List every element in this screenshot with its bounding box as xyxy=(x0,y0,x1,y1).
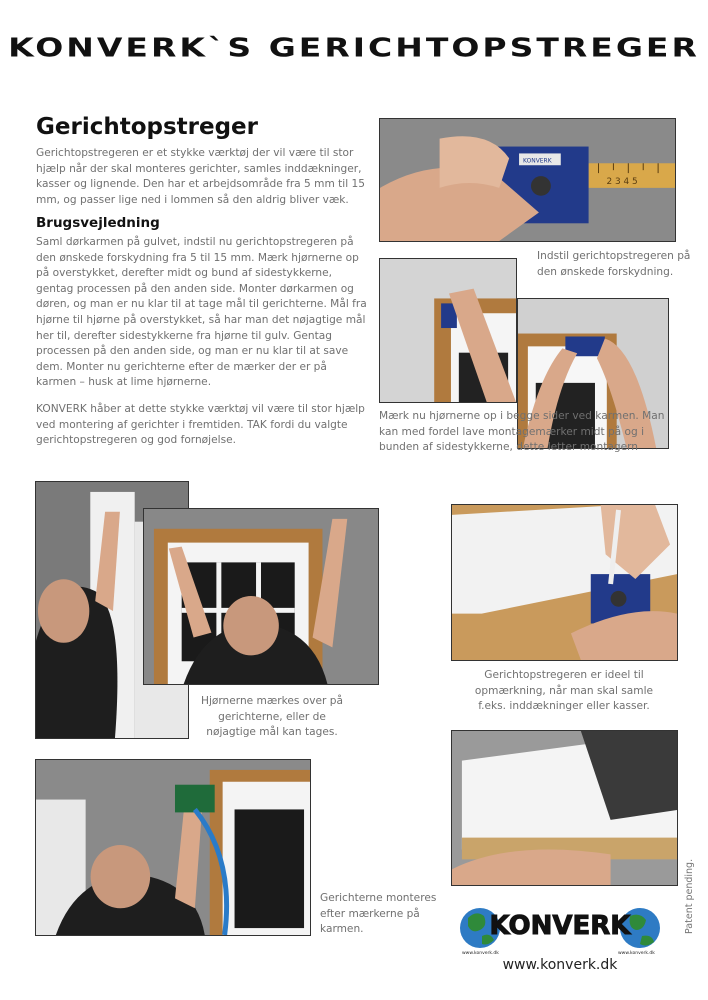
photo-nail-gun xyxy=(35,759,311,936)
photo-tool-ruler xyxy=(379,118,676,242)
caption-mounted: Gerichterne monteres efter mærkerne på karmen. xyxy=(320,892,437,936)
tool-badge-label: KONVERK xyxy=(523,157,552,165)
ruler-numbers: 2 3 4 5 xyxy=(606,176,638,187)
guide-heading: Brugsvejledning xyxy=(36,215,160,231)
closing-text: KONVERK håber at dette stykke værktøj vil være til stor hjælp ved montering af gerichter i fremtiden. TAK fordi du valgte gerichtopstregeren og god fornøjelse. xyxy=(36,403,365,447)
guide-text: Saml dørkarmen på gulvet, indstil nu gerichtopstregeren på den ønskede forskydning fra 5 til 15 mm. Mærk hjørnerne op på overstykket, derefter midt og bund af sidestykkerne, gentag processen på den anden side. Monter dørkarmen og døren, og man er nu klar til at tage mål til gerichterne. Mål fra hjørne til hjørne på overstykket, så har man det nøjagtige mål her til, derefter sidestykkerne fra hjørne til gulv. Gentag processen på den anden side, og man er nu klar til at save dem. Monter nu gerichterne efter de mærker der er på karmen – husk at lime hjørnerne. xyxy=(36,236,367,389)
caption-mark-over: Hjørnerne mærkes over på gerichterne, eller de nøjagtige mål kan tages. xyxy=(200,695,343,739)
intro-text: Gerichtopstregeren er et stykke værktøj der vil være til stor hjælp når der skal monteres gerichter, samles inddækninger, kasser og lignende. Den har et arbejdsområde fra 5 mm til 15 mm, og passer lige ned i lommen så den aldrig bliver væk. xyxy=(36,147,366,206)
patent-note: Patent pending. xyxy=(684,858,695,934)
page-title: Gerichtopstreger xyxy=(36,114,259,140)
page-banner: KONVERK`S GERICHTOPSTREGER xyxy=(8,32,700,63)
caption-adjust: Indstil gerichtopstregeren på den ønskede forskydning. xyxy=(537,250,691,278)
photo-man-marking-right xyxy=(143,508,379,685)
caption-ideal: Gerichtopstregeren er ideel til opmærkning, når man skal samle f.eks. inddækninger eller kasser. xyxy=(474,669,654,713)
konverk-logo xyxy=(458,900,662,956)
logo-small-url-right: www.konverk.dk xyxy=(618,951,655,956)
photo-stapler xyxy=(451,730,678,886)
website-url[interactable]: www.konverk.dk xyxy=(502,957,618,973)
logo-wordmark: KONVERK xyxy=(489,911,631,941)
photo-mark-corner-left xyxy=(379,258,517,403)
photo-tool-on-board xyxy=(451,504,678,661)
logo-small-url-left: www.konverk.dk xyxy=(462,951,499,956)
caption-mark-corners: Mærk nu hjørnerne op i begge sider ved karmen. Man kan med fordel lave montagemærker midt på og i bunden af sidestykkerne, dette letter montagern xyxy=(379,410,665,454)
